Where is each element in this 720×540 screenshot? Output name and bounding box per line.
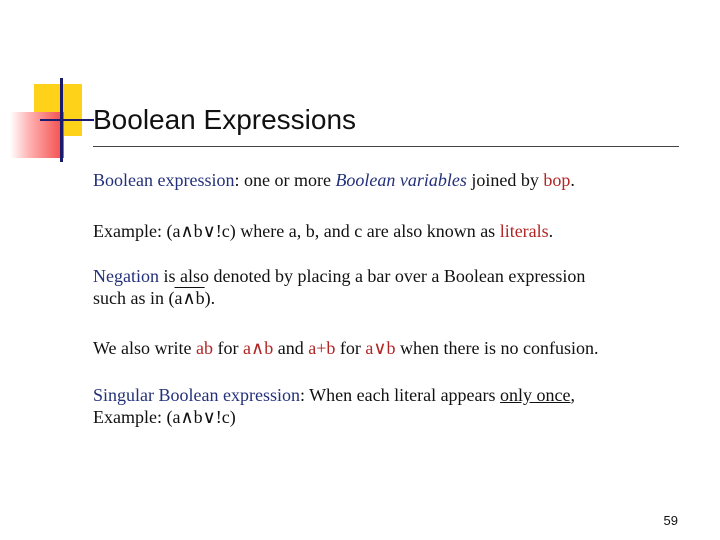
text: is also denoted by placing a bar over a Boolean expression — [158, 266, 586, 286]
text: when there is no confusion. — [395, 338, 599, 358]
paragraph-definition — [93, 169, 575, 191]
term-bop: bop — [543, 170, 571, 190]
text: ). — [204, 288, 216, 308]
text: We also write — [93, 338, 197, 358]
title-divider — [93, 146, 679, 147]
text: . — [548, 221, 554, 241]
text: for — [213, 338, 244, 358]
text: . — [570, 170, 575, 190]
term-a-or-b: a∨b — [365, 338, 396, 358]
term-a-plus-b: a+b — [308, 338, 336, 358]
text: such as in ( — [93, 288, 175, 308]
decorative-logo — [0, 0, 100, 170]
paragraph-negation — [93, 265, 585, 309]
slide-title: Boolean Expressions — [93, 104, 357, 135]
text: Example: (a∧b∨!c) where a, b, and c are also known as — [93, 221, 500, 241]
underlined-only-once: only once — [500, 385, 571, 405]
term-boolean-variables: Boolean variables — [335, 170, 467, 190]
text: , — [570, 385, 576, 405]
logo-horizontal-line — [40, 119, 94, 121]
term-boolean-expression: Boolean expression — [93, 170, 235, 190]
term-a-and-b: a∧b — [243, 338, 274, 358]
paragraph-example — [93, 220, 553, 242]
term-singular-boolean-expression: Singular Boolean expression — [93, 385, 300, 405]
page-number: 59 — [663, 513, 678, 528]
text: : one or more — [234, 170, 336, 190]
text: joined by — [466, 170, 544, 190]
paragraph-notation — [93, 337, 598, 359]
term-ab: ab — [196, 338, 214, 358]
overlined-expression: a∧b — [174, 288, 205, 308]
text: for — [335, 338, 366, 358]
text: : When each literal appears — [299, 385, 501, 405]
text: and — [273, 338, 309, 358]
text: Example: (a∧b∨!c) — [93, 407, 236, 427]
paragraph-singular — [93, 384, 575, 428]
term-literals: literals — [499, 221, 549, 241]
term-negation: Negation — [93, 266, 159, 286]
